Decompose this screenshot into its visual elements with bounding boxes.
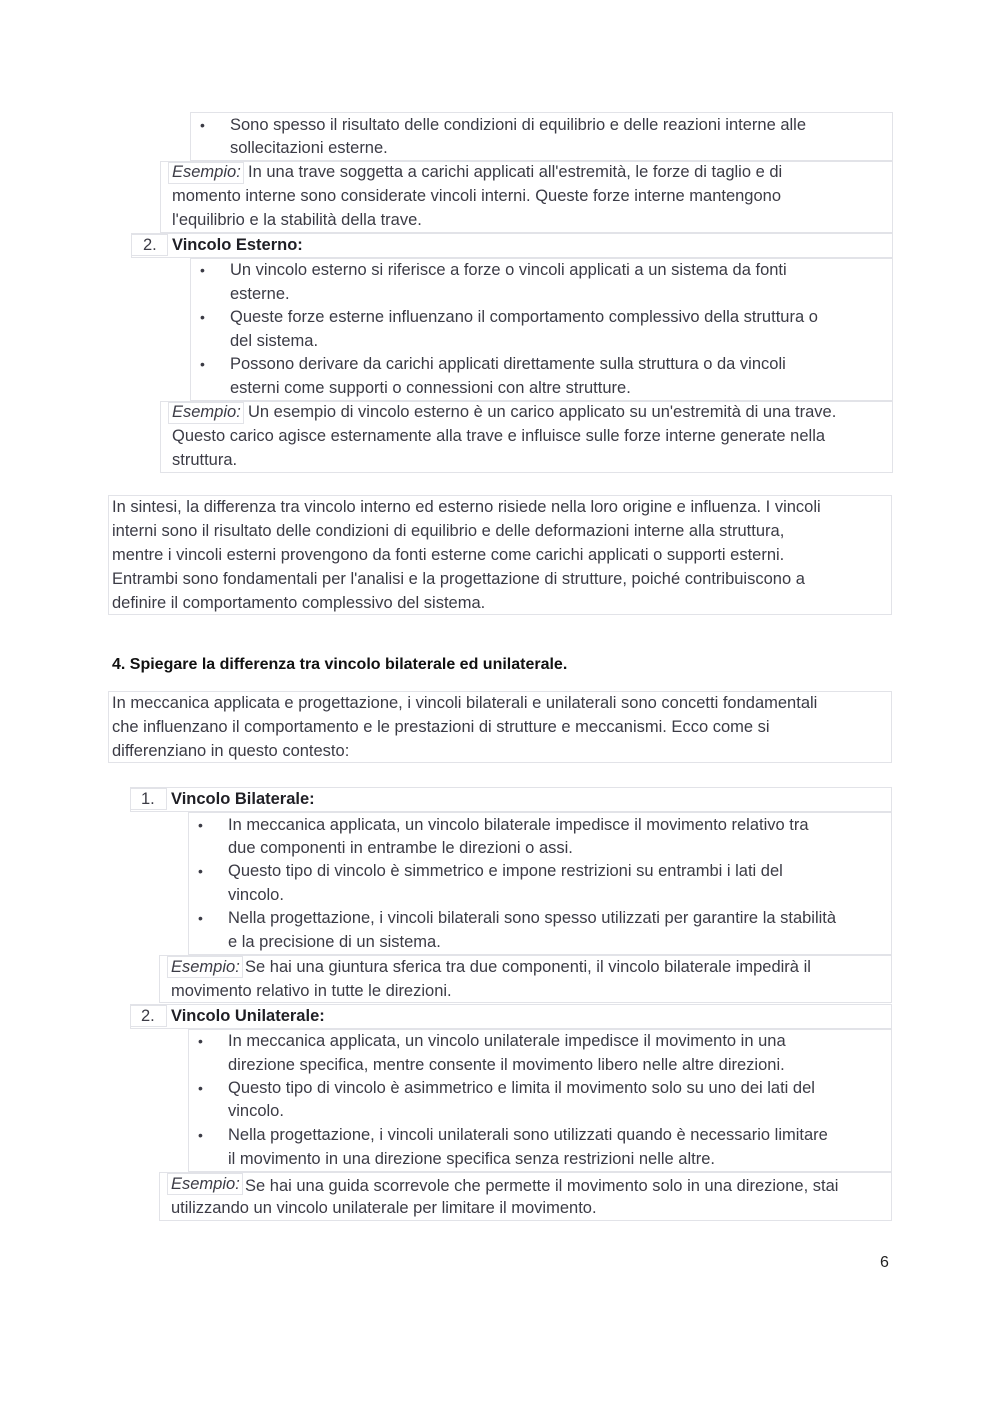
section-4-intro-line-3: differenziano in questo contesto: [112,742,350,760]
unilateral-bullet-1-line-1: In meccanica applicata, un vincolo unilaterale impedisce il movimento in una [228,1032,786,1050]
external-example-line-2: Questo carico agisce esternamente alla trave e influisce sulle forze interne generate nella [172,427,826,445]
unilateral-example-line-1: Se hai una guida scorrevole che permette il movimento solo in una direzione, stai [245,1177,839,1195]
external-bullet-3-line-2: esterni come supporti o connessioni con altre strutture. [230,379,631,397]
page-number: 6 [880,1254,889,1271]
bullet-dot: • [198,910,203,926]
external-bullet-2-line-2: del sistema. [230,332,319,350]
bilateral-bullet-3-line-1: Nella progettazione, i vincoli bilaterali sono spesso utilizzati per garantire la stabilità [228,909,837,927]
external-bullet-1-line-2: esterne. [230,285,290,303]
bullet-dot: • [200,309,205,325]
bullet-dot: • [200,262,205,278]
bilateral-bullet-2-line-1: Questo tipo di vincolo è simmetrico e impone restrizioni su entrambi i lati del [228,862,783,880]
summary-line-5: definire il comportamento complessivo del sistema. [112,594,486,612]
unilateral-example-line-2: utilizzando un vincolo unilaterale per limitare il movimento. [171,1199,597,1217]
internal-example-label: Esempio: [172,163,241,181]
bilateral-example-line-1: Se hai una giuntura sferica tra due componenti, il vincolo bilaterale impedirà il [245,958,811,976]
section-4-intro-line-1: In meccanica applicata e progettazione, i vincoli bilaterali e unilaterali sono concetti fondamentali [112,694,818,712]
unilateral-bullet-2-line-2: vincolo. [228,1102,284,1120]
internal-example-line-1: In una trave soggetta a carichi applicati all'estremità, le forze di taglio e di [248,163,783,181]
bilateral-item-title: Vincolo Bilaterale: [171,790,315,808]
bilateral-item-number: 1. [141,790,155,808]
summary-line-4: Entrambi sono fondamentali per l'analisi e la progettazione di strutture, poiché contribuiscono a [112,570,805,588]
bullet-dot: • [198,1127,203,1143]
bilateral-bullet-3-line-2: e la precisione di un sistema. [228,933,441,951]
internal-bullet-3-line-2: sollecitazioni esterne. [230,139,388,157]
external-item-title: Vincolo Esterno: [172,236,303,254]
bullet-dot: • [198,1033,203,1049]
bullet-dot: • [200,356,205,372]
bullet-dot: • [198,1080,203,1096]
bilateral-bullet-1-line-2: due componenti in entrambe le direzioni o assi. [228,839,573,857]
unilateral-item-number: 2. [141,1007,155,1025]
external-bullet-2-line-1: Queste forze esterne influenzano il comportamento complessivo della struttura o [230,308,818,326]
external-example-label: Esempio: [172,403,241,421]
summary-line-1: In sintesi, la differenza tra vincolo interno ed esterno risiede nella loro origine e influenza. I vincoli [112,498,821,516]
bullet-dot: • [198,863,203,879]
summary-line-3: mentre i vincoli esterni provengono da fonti esterne come carichi applicati o supporti esterni. [112,546,785,564]
summary-line-2: interni sono il risultato delle condizioni di equilibrio e delle deformazioni interne alla struttura, [112,522,785,540]
external-example-line-1: Un esempio di vincolo esterno è un carico applicato su un'estremità di una trave. [248,403,837,421]
internal-example-line-3: l'equilibrio e la stabilità della trave. [172,211,422,229]
external-bullet-1-line-1: Un vincolo esterno si riferisce a forze o vincoli applicati a un sistema da fonti [230,261,787,279]
internal-bullet-3-line-1: Sono spesso il risultato delle condizioni di equilibrio e delle reazioni interne alle [230,116,807,134]
bilateral-example-label: Esempio: [171,958,240,976]
unilateral-bullet-2-line-1: Questo tipo di vincolo è asimmetrico e limita il movimento solo su uno dei lati del [228,1079,815,1097]
unilateral-bullet-3-line-1: Nella progettazione, i vincoli unilaterali sono utilizzati quando è necessario limitare [228,1126,828,1144]
bilateral-example-line-2: movimento relativo in tutte le direzioni. [171,982,452,1000]
bilateral-bullet-1-line-1: In meccanica applicata, un vincolo bilaterale impedisce il movimento relativo tra [228,816,809,834]
unilateral-item-title: Vincolo Unilaterale: [171,1007,325,1025]
unilateral-example-label: Esempio: [171,1175,240,1193]
internal-example-line-2: momento interne sono considerate vincoli interni. Queste forze interne mantengono [172,187,782,205]
external-example-line-3: struttura. [172,451,238,469]
bullet-dot: • [200,117,205,133]
unilateral-bullet-3-line-2: il movimento in una direzione specifica senza restrizioni nelle altre. [228,1150,715,1168]
unilateral-bullet-1-line-2: direzione specifica, mentre consente il movimento libero nelle altre direzioni. [228,1056,785,1074]
external-bullet-3-line-1: Possono derivare da carichi applicati direttamente sulla struttura o da vincoli [230,355,786,373]
section-4-intro-line-2: che influenzano il comportamento e le prestazioni di strutture e meccanismi. Ecco come si [112,718,770,736]
external-item-number: 2. [143,236,157,254]
bilateral-bullet-2-line-2: vincolo. [228,886,284,904]
section-4-heading: 4. Spiegare la differenza tra vincolo bilaterale ed unilaterale. [112,656,568,673]
bullet-dot: • [198,817,203,833]
